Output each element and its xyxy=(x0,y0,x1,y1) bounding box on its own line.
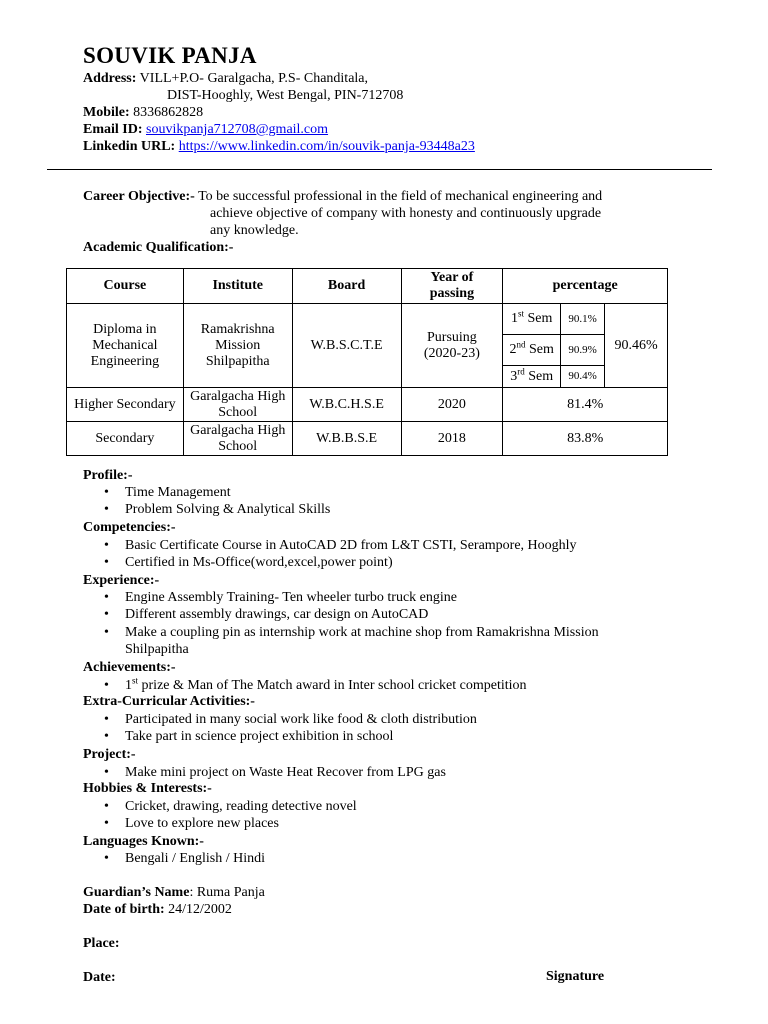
table-row xyxy=(67,388,668,422)
list-item: • Engine Assembly Training- Ten wheeler turbo truck engine xyxy=(83,589,599,606)
header-year: Year of passing xyxy=(401,269,503,304)
academic-heading: Academic Qualification:- xyxy=(83,240,234,255)
sem-1-label: 1st Sem xyxy=(503,304,561,335)
extra-curricular-heading: Extra-Curricular Activities:- xyxy=(83,694,255,709)
linkedin-link[interactable]: https://www.linkedin.com/in/souvik-panja-93448a23 xyxy=(178,139,475,154)
mobile-label: Mobile: xyxy=(83,105,130,120)
career-objective xyxy=(83,188,602,205)
list-item: • Cricket, drawing, reading detective novel xyxy=(83,798,357,815)
list-item: • Problem Solving & Analytical Skills xyxy=(83,501,330,518)
hs-institute: Garalgacha High School xyxy=(183,388,292,422)
diploma-year xyxy=(401,304,503,388)
dob-value: 24/12/2002 xyxy=(164,902,232,917)
candidate-name: SOUVIK PANJA xyxy=(83,43,257,68)
list-item: • Participated in many social work like food & cloth distribution xyxy=(83,711,477,728)
career-objective-line-3: any knowledge. xyxy=(210,223,299,238)
hs-percentage: 81.4% xyxy=(503,388,668,422)
guardian-value: : Ruma Panja xyxy=(189,885,265,900)
career-objective-line-2: achieve objective of company with honesty and continuously upgrade xyxy=(210,206,602,221)
sem-2-value: 90.9% xyxy=(561,335,605,366)
sec-year: 2018 xyxy=(401,422,503,456)
email-line xyxy=(83,121,328,138)
header-percentage: percentage xyxy=(503,269,668,304)
table-row xyxy=(67,304,668,335)
competencies-heading: Competencies:- xyxy=(83,520,176,535)
extra-curricular-list xyxy=(83,711,477,746)
mobile-line xyxy=(83,104,203,121)
list-item: • Love to explore new places xyxy=(83,815,357,832)
sec-percentage: 83.8% xyxy=(503,422,668,456)
table-row xyxy=(67,422,668,456)
linkedin-label: Linkedin URL: xyxy=(83,139,176,154)
list-item: • Certified in Ms-Office(word,excel,power point) xyxy=(83,554,577,571)
academic-table xyxy=(66,268,668,456)
mobile-value: 8336862828 xyxy=(129,105,204,120)
languages-list xyxy=(83,850,265,867)
address-value-1: VILL+P.O- Garalgacha, P.S- Chanditala, xyxy=(136,71,369,86)
header-board: Board xyxy=(292,269,401,304)
hobbies-list xyxy=(83,798,357,833)
achievements-list xyxy=(83,677,527,694)
list-item: • 1st prize & Man of The Match award in Inter school cricket competition xyxy=(83,677,527,694)
diploma-course: Diploma in Mechanical Engineering xyxy=(67,304,184,388)
signature-label: Signature xyxy=(546,969,605,984)
sem-1-value: 90.1% xyxy=(561,304,605,335)
experience-list xyxy=(83,589,599,659)
list-item: • Make mini project on Waste Heat Recover from LPG gas xyxy=(83,764,446,781)
address-label: Address: xyxy=(83,71,137,86)
list-item: • Take part in science project exhibition in school xyxy=(83,728,477,745)
diploma-board: W.B.S.C.T.E xyxy=(292,304,401,388)
languages-heading: Languages Known:- xyxy=(83,834,204,849)
email-link[interactable]: souvikpanja712708@gmail.com xyxy=(146,122,329,137)
profile-list xyxy=(83,484,330,519)
linkedin-line xyxy=(83,138,475,155)
competencies-list xyxy=(83,537,577,572)
header-divider xyxy=(47,169,712,170)
place-label: Place: xyxy=(83,936,120,951)
diploma-year-line-2: (2020-23) xyxy=(423,345,480,361)
diploma-institute: Ramakrishna Mission Shilpapitha xyxy=(183,304,292,388)
address-line-1 xyxy=(83,70,368,87)
career-objective-line-1: To be successful professional in the field of mechanical engineering and xyxy=(194,189,603,204)
dob-label: Date of birth: xyxy=(83,902,165,917)
career-objective-label: Career Objective:- xyxy=(83,189,195,204)
experience-heading: Experience:- xyxy=(83,573,160,588)
header-course: Course xyxy=(67,269,184,304)
list-item: • Bengali / English / Hindi xyxy=(83,850,265,867)
hs-year: 2020 xyxy=(401,388,503,422)
diploma-overall: 90.46% xyxy=(605,304,668,388)
header-institute: Institute xyxy=(183,269,292,304)
sec-institute: Garalgacha High School xyxy=(183,422,292,456)
list-item: • Basic Certificate Course in AutoCAD 2D from L&T CSTI, Serampore, Hooghly xyxy=(83,537,577,554)
email-label: Email ID: xyxy=(83,122,143,137)
hs-course: Higher Secondary xyxy=(67,388,184,422)
diploma-year-line-1: Pursuing xyxy=(427,329,477,345)
achievements-heading: Achievements:- xyxy=(83,660,176,675)
list-item: • Time Management xyxy=(83,484,330,501)
guardian-line xyxy=(83,884,265,901)
hs-board: W.B.C.H.S.E xyxy=(292,388,401,422)
project-list xyxy=(83,764,446,781)
hobbies-heading: Hobbies & Interests:- xyxy=(83,781,212,796)
sem-3-label: 3rd Sem xyxy=(503,366,561,388)
address-value-2: DIST-Hooghly, West Bengal, PIN-712708 xyxy=(167,88,404,103)
sec-course: Secondary xyxy=(67,422,184,456)
sem-2-label: 2nd Sem xyxy=(503,335,561,366)
table-header-row xyxy=(67,269,668,304)
profile-heading: Profile:- xyxy=(83,468,133,483)
list-item: • Make a coupling pin as internship work at machine shop from Ramakrishna Mission Shilpapitha xyxy=(83,624,599,659)
sem-3-value: 90.4% xyxy=(561,366,605,388)
guardian-label: Guardian’s Name xyxy=(83,885,190,900)
date-label: Date: xyxy=(83,970,116,985)
project-heading: Project:- xyxy=(83,747,136,762)
list-item: • Different assembly drawings, car design on AutoCAD xyxy=(83,606,599,623)
sec-board: W.B.B.S.E xyxy=(292,422,401,456)
dob-line xyxy=(83,901,232,918)
